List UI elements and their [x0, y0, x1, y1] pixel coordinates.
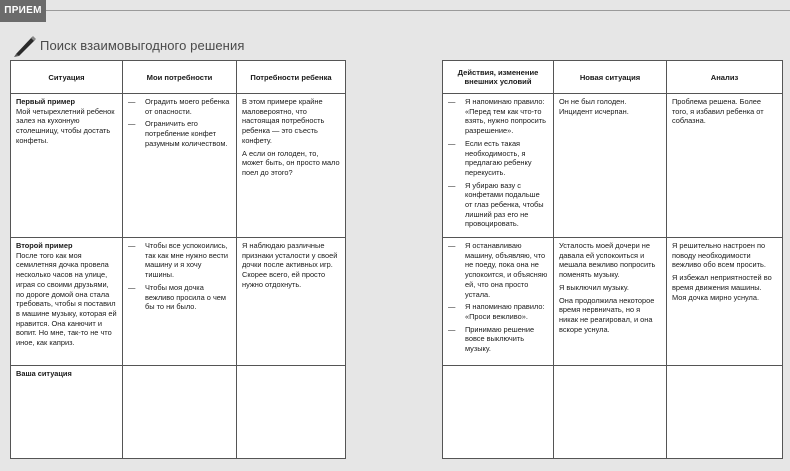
header-child-needs: Потребности ребенка — [237, 61, 346, 94]
actions-cell — [443, 94, 554, 238]
table-row — [443, 366, 783, 459]
analysis-cell — [667, 366, 783, 459]
list-item: — Я напоминаю правило: «Проси вежливо». — [448, 302, 545, 321]
list-item: — Я напоминаю правило: «Перед тем как что-то взять, нужно попросить разрешение». — [448, 97, 547, 136]
analysis-cell — [667, 94, 783, 238]
situation-cell — [11, 366, 123, 459]
paragraph: Усталость моей дочери не давала ей успокоиться и мешала вежливо попросить поменять музыку. — [559, 241, 656, 280]
header-my-needs: Мои потребности — [123, 61, 237, 94]
table-row — [11, 94, 346, 238]
situation-title: Первый пример — [16, 97, 76, 106]
child-needs-cell — [237, 238, 346, 366]
paragraph: Я выключил музыку. — [559, 282, 629, 292]
situation-cell — [11, 94, 123, 238]
child-needs-cell — [237, 366, 346, 459]
table-row — [11, 238, 346, 366]
pen-icon — [10, 33, 38, 57]
table-row — [443, 238, 783, 366]
paragraph: Она продолжила некоторое время нервничать, но я никак не реагировал, и она вскоре уснула. — [559, 295, 655, 334]
header-actions: Действия, изменение внешних условий — [443, 61, 554, 94]
paragraph: Я решительно настроен по поводу необходимости вежливо обо всем просить. — [672, 241, 766, 270]
my-needs-cell — [123, 366, 237, 459]
paragraph: Он не был голоден. Инцидент исчерпан. — [559, 97, 629, 116]
my-needs-cell — [123, 94, 237, 238]
section-badge: ПРИЕМ — [0, 0, 46, 22]
title-row — [10, 33, 244, 57]
header-new-situation: Новая ситуация — [554, 61, 667, 94]
paragraph: Я избежал неприятностей во время движения машины. Моя дочка мирно уснула. — [672, 273, 772, 302]
list-item: — Я убираю вазу с конфетами подальше от глаз ребенка, чтобы лишний раз его не провоцировать. — [448, 180, 544, 229]
paragraph: Я наблюдаю различные признаки усталости у своей дочки после активных игр. Скорее всего, ей просто нужно отдохнуть. — [242, 241, 338, 289]
new-situation-cell — [554, 94, 667, 238]
paragraph: Проблема решена. Более того, я избавил ребенка от соблазна. — [672, 97, 764, 126]
list-item: — Я останавливаю машину, объявляю, что не поеду, пока она не успокоится, и объясняю ей, что она просто устала. — [448, 241, 548, 299]
table-row — [443, 94, 783, 238]
left-table — [10, 60, 346, 459]
my-needs-cell — [123, 238, 237, 366]
situation-text: После того как моя семилетняя дочка провела несколько часов на улице, играя со своими друзьями, по дороге домой она стала требовать, чтобы я поставил в машине музыку, которая ей нравится. Она канючит и вопит. Но мне, так-то не что иное, как каприз. — [16, 250, 117, 348]
child-needs-cell — [237, 94, 346, 238]
header-situation: Ситуация — [11, 61, 123, 94]
list-item: — Чтобы все успокоились, так как мне нужно вести машину и я хочу тишины. — [128, 241, 229, 280]
list-item: — Ограничить его потребление конфет разумным количеством. — [128, 119, 228, 148]
left-table-header-row — [11, 61, 346, 94]
paragraph: В этом примере крайне маловероятно, что настоящая потребность ребенка — это съесть конфету. — [242, 97, 325, 145]
list-item: — Принимаю решение вовсе выключить музыку. — [448, 324, 535, 354]
header-analysis: Анализ — [667, 61, 783, 94]
analysis-cell — [667, 238, 783, 366]
situation-title: Ваша ситуация — [16, 369, 72, 378]
page-title: Поиск взаимовыгодного решения — [40, 37, 245, 53]
new-situation-cell — [554, 238, 667, 366]
top-divider — [46, 10, 790, 11]
situation-cell — [11, 238, 123, 366]
right-table — [442, 60, 783, 459]
table-row — [11, 366, 346, 459]
list-item: — Если есть такая необходимость, я предлагаю ребенку перекусить. — [448, 138, 532, 177]
list-item: — Чтобы моя дочка вежливо просила о чем бы то ни было. — [128, 282, 226, 312]
situation-title: Второй пример — [16, 241, 73, 250]
paragraph: А если он голоден, то, может быть, он просто мало поел до этого? — [242, 148, 340, 177]
actions-cell — [443, 238, 554, 366]
actions-cell — [443, 366, 554, 459]
new-situation-cell — [554, 366, 667, 459]
list-item: — Оградить моего ребенка от опасности. — [128, 97, 230, 116]
right-table-header-row — [443, 61, 783, 94]
situation-text: Мой четырехлетний ребенок залез на кухонную столешницу, чтобы достать конфеты. — [16, 106, 115, 145]
